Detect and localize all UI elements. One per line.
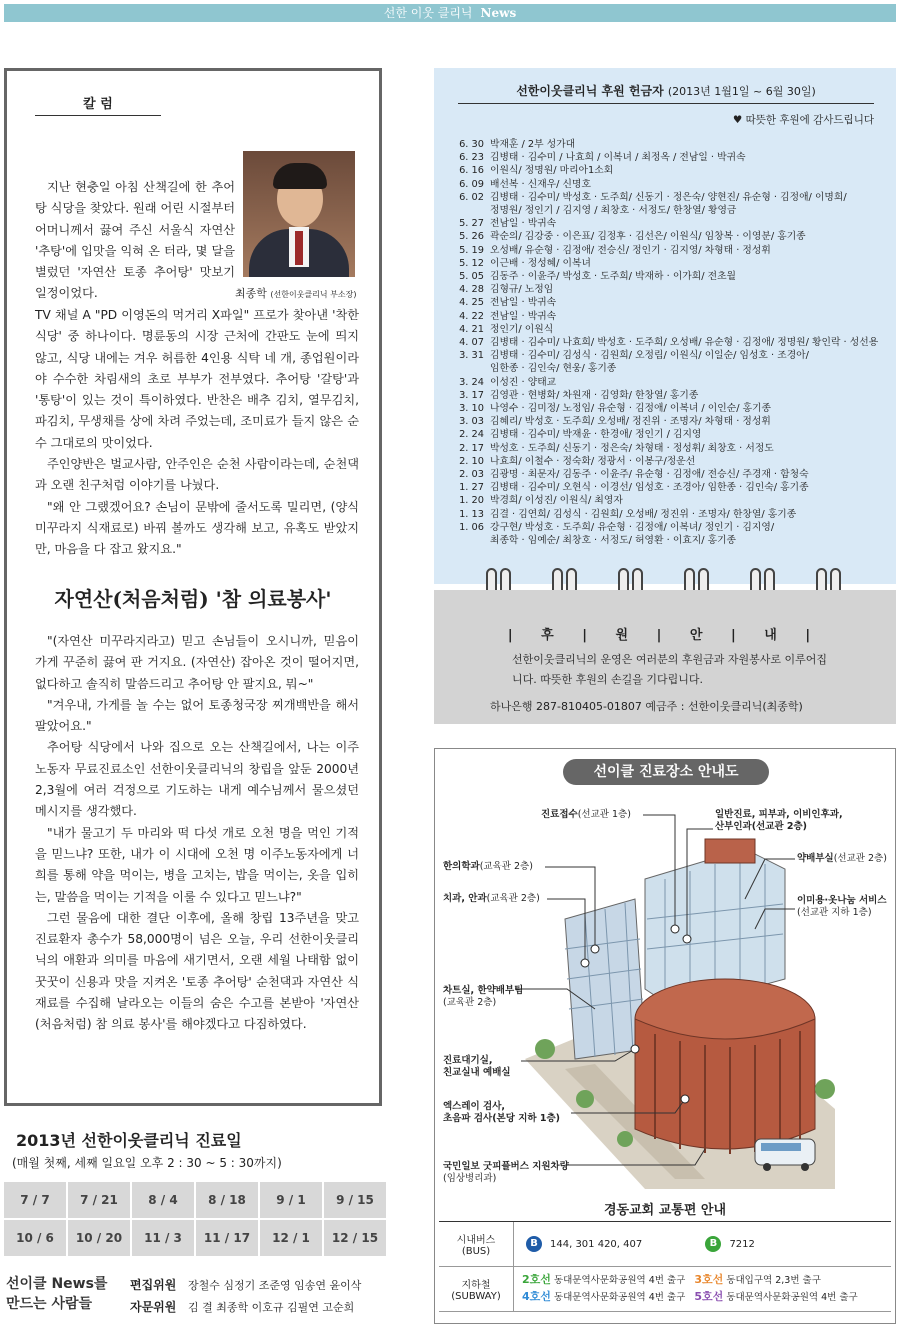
map-box [434, 748, 896, 1324]
donor-names: 임한종 · 김인숙/ 현웅/ 홍기종 [490, 363, 617, 375]
label-name: 약배부실 [797, 853, 834, 864]
donor-row [458, 442, 888, 455]
label-place: 초음파 검사(본당 지하 1층) [443, 1113, 560, 1124]
donor-names: 최종학 · 임예순/ 최창호 · 서정도/ 허영환 · 이효지/ 홍기종 [490, 535, 737, 547]
donor-names: 김병태 · 김수미/ 박성호 · 도주희/ 신동기 · 정은숙/ 양현진/ 유순형 · 김정애/ 이명희/ [490, 191, 847, 203]
schedule-title: 2013년 선한이웃클리닉 진료일 [16, 1131, 242, 1150]
subway-row [439, 1267, 891, 1312]
column-box [4, 68, 382, 1106]
donor-date: 2. 24 [459, 429, 484, 441]
donor-date [458, 534, 484, 547]
line2-text: 동대문역사문화공원역 4번 출구 [553, 1275, 686, 1286]
donor-row [458, 296, 888, 309]
map-label-general [715, 809, 843, 833]
schedule-date: 9 / 1 [260, 1182, 322, 1218]
donor-row [458, 415, 888, 428]
label-place: (선교관 2층) [833, 853, 887, 864]
schedule-date: 12 / 1 [260, 1220, 322, 1256]
staff-title-line: 선이클 News를 [6, 1276, 108, 1292]
label-place: (교육관 2층) [443, 997, 497, 1008]
schedule-date: 8 / 18 [196, 1182, 258, 1218]
schedule-date: 7 / 21 [68, 1182, 130, 1218]
label-place: 친교실내 예배실 [443, 1067, 511, 1078]
donor-title-text: 선한이웃클리닉 후원 헌금자 [516, 84, 664, 98]
staff-title [6, 1274, 116, 1314]
subway-lines [514, 1272, 891, 1306]
column-headline: 자연산(처음처럼) '참 의료봉사' [54, 587, 332, 611]
schedule-date: 8 / 4 [132, 1182, 194, 1218]
label-place: (교육관 2층) [486, 893, 540, 904]
donor-names: 곽순의/ 김강중 · 이은표/ 김정후 · 김선은/ 이원식/ 임창복 · 이영분/ 홍기종 [490, 231, 806, 243]
header-bar [4, 4, 896, 22]
photo-caption [235, 285, 356, 301]
donor-names: 이성진 · 양태교 [490, 376, 557, 388]
map-label-pharmacy [797, 853, 887, 865]
green-bus-routes: 7212 [729, 1239, 755, 1250]
bus-label [439, 1222, 514, 1266]
donor-names: 오성배/ 유순형 · 김정애/ 전승신/ 정인기 · 김지영/ 차형태 · 정성휘 [490, 244, 771, 256]
label-place: (교육관 2층) [479, 861, 533, 872]
schedule-subtitle: (매월 첫째, 세째 일요일 오후 2 : 30 ~ 5 : 30까지) [12, 1156, 282, 1170]
donor-period: (2013년 1월1일 ~ 6월 30일) [667, 85, 816, 98]
donor-names: 이근배 · 정성혜/ 이복녀 [490, 257, 591, 269]
line2-badge: 2호선 [522, 1273, 551, 1286]
schedule-date: 10 / 6 [4, 1220, 66, 1256]
donor-row [458, 389, 888, 402]
map-label-dental [443, 893, 540, 905]
header-title: 선한 이웃 클리닉 [383, 6, 473, 20]
donor-date: 3. 31 [459, 350, 484, 362]
donor-date: 4. 07 [459, 337, 484, 349]
label-name: 이미용·옷나눔 서비스 [797, 895, 887, 906]
map-label-beauty [797, 895, 887, 919]
donor-date: 6. 23 [459, 152, 484, 164]
donor-names: 나영수 · 김미정/ 노정임/ 유순형 · 김정애/ 이복녀 / 이인순/ 홍기종 [490, 403, 772, 415]
editors-label: 편집위원 [130, 1278, 177, 1292]
donor-date: 6. 30 [459, 139, 484, 150]
line3-badge: 3호선 [694, 1273, 724, 1286]
map-label-reception [541, 809, 631, 821]
map-label-bus [443, 1161, 569, 1185]
label-name: 일반진료, 피부과, 이비인후과, [715, 809, 843, 820]
schedule-date: 11 / 3 [132, 1220, 194, 1256]
donor-names: 전남일 · 박귀속 [490, 218, 557, 230]
donor-names: 박성호 · 도주희/ 신동기 · 정은숙/ 차형태 · 정성휘/ 최창호 · 서정도 [490, 442, 774, 454]
map-label-oriental [443, 861, 533, 873]
donor-date: 3. 10 [459, 403, 484, 415]
donor-date: 1. 20 [459, 495, 484, 507]
bus-label-en: (BUS) [461, 1246, 491, 1257]
schedule-date: 10 / 20 [68, 1220, 130, 1256]
donor-date: 4. 22 [459, 310, 484, 322]
donor-row [458, 402, 888, 415]
donor-names: 김병태 · 김수미/ 박재윤 · 한경애/ 정인기 / 김지영 [490, 429, 702, 441]
donor-row [458, 468, 888, 481]
subway-label-ko: 지하철 [461, 1280, 491, 1291]
subway-label-en: (SUBWAY) [451, 1291, 501, 1302]
blue-bus-routes: 144, 301 420, 407 [550, 1239, 643, 1250]
donor-names: 박경희/ 이성진/ 이원식/ 최영자 [490, 495, 623, 507]
map-label-xray [443, 1101, 560, 1125]
donor-names: 전남일 · 박귀속 [490, 310, 557, 322]
donor-names: 정명원/ 정인기 / 김지영 / 최창호 · 서정도/ 한창열/ 황영금 [490, 205, 737, 217]
donor-date: 5. 26 [459, 231, 484, 243]
donor-row [458, 138, 888, 151]
donor-names: 김결 · 김연희/ 김성식 · 김원희/ 오성배/ 정진위 · 조명자/ 한창열/ 홍기종 [490, 508, 797, 520]
donor-row [458, 362, 888, 375]
author-photo [243, 151, 355, 277]
line3-text: 동대입구역 2,3번 출구 [726, 1275, 821, 1286]
para-text: 그런 물음에 대한 결단 이후에, 올해 창립 13주년을 맞고 진료환자 총수가 58,000명이 넘은 오늘, 우리 선한이웃클리닉의 애환과 의미를 마음에 새기면서, 오랜 세월 나태함 없이 꿋꿋이 신용과 맛을 지켜온 '토종 추어탕' 순천댁과 자연산 식재료를 수집해 날라오는 이들의 숨은 수고를 본받아 '자연산 (처음처럼) 참 의료 봉사'를 해야겠다고 다짐하였다. [35, 910, 359, 1032]
para-text: 주인양반은 벌교사람, 안주인은 순천 사람이라는데, 순천댁과 오랜 친구처럼 이야기를 나눴다. [35, 457, 359, 493]
para-text: TV 채널 A "PD 이영돈의 먹거리 X파일" 프로가 찾아낸 '착한 식당' 중 하나이다. 명륜동의 시장 근처에 간판도 눈에 띄지 않고, 식당 내에는 겨우 허름한 4인용 식탁 네 개, 종업원이라야 수수한 차림새의 초로 부부가 전부였다. 추어탕 '갈탕'과 '통탕'이 있는 것이 특이하였다. 반찬은 배추 김치, 열무김치, 파김치, 무생채를 상에 차려 주었는데, 조미료가 들지 않은 순수 그대로의 맛이었다. [35, 308, 359, 450]
para-text: "왜 안 그랬겠어요? 손님이 문밖에 줄서도록 밀리면, (양식 미꾸라지 식재료로) 바꿔 볼까도 생각해 보고, 유혹도 받았지만, 마음을 다 잡고 왔지요." [35, 499, 359, 557]
donor-date: 2. 17 [459, 442, 484, 454]
donor-date: 6. 02 [459, 191, 484, 203]
donor-row [458, 191, 888, 204]
donor-row [458, 310, 888, 323]
donor-box [434, 68, 896, 584]
donor-date: 3. 03 [459, 416, 484, 428]
donor-row [458, 283, 888, 296]
schedule-date: 11 / 17 [196, 1220, 258, 1256]
staff-title-line: 만드는 사람들 [6, 1296, 93, 1312]
schedule-date: 9 / 15 [324, 1182, 386, 1218]
blue-bus-icon: B [526, 1236, 542, 1252]
donor-row [458, 521, 888, 534]
donor-row [458, 270, 888, 283]
donor-names: 김동주 · 이윤주/ 박성호 · 도주희/ 박재하 · 이가희/ 전초월 [490, 271, 737, 283]
donor-date [458, 204, 484, 217]
donor-date: 6. 16 [459, 165, 484, 177]
donor-date: 4. 25 [459, 297, 484, 309]
donor-date: 5. 19 [459, 244, 484, 256]
caption-name: 최종학 [235, 287, 267, 300]
map-label-waiting [443, 1055, 511, 1079]
para-text: 지난 현충일 아침 산책길에 한 추어탕 식당을 찾았다. 원래 어린 시절부터 어머니께서 끓여 주신 서울식 자연산 '추탕'에 입맛을 익혀 온 터라, 몇 달을 별렀던 '자연산 토종 추어탕' 맛보기 일정이었다. [35, 180, 235, 301]
donor-row [458, 508, 888, 521]
editors-row [130, 1276, 361, 1293]
donor-date: 4. 21 [459, 323, 484, 335]
advisors-row [130, 1298, 354, 1315]
donor-date: 5. 12 [459, 257, 484, 269]
para-text: "내가 물고기 두 마리와 떡 다섯 개로 오천 명을 먹인 기적을 믿느냐? 또한, 내가 이 시대에 오천 명 이주노동자에게 너희를 통해 약을 먹이는, 병을 고치는, 밥을 먹이는, 옷을 입히는, 말씀을 먹이는 기적을 이룰 수 있다고 믿느냐?" [35, 825, 359, 904]
donor-row [458, 244, 888, 257]
donor-names: 전남일 · 박귀속 [490, 297, 557, 309]
donor-names: 나효희/ 이철수 · 정숙화/ 정광서 · 이봉구/정운선 [490, 455, 696, 467]
para-text: "겨우내, 가게를 놀 수는 없어 토종청국장 찌개백반을 해서 팔았어요." [35, 697, 359, 734]
subway-label [439, 1267, 514, 1311]
transit-title: 경동교회 교통편 안내 [603, 1203, 727, 1218]
line4-badge: 4호선 [522, 1290, 551, 1303]
column-para-3 [35, 631, 359, 1036]
donor-row [458, 178, 888, 191]
label-place: (임상병리과) [443, 1173, 497, 1184]
label-place: 산부인과(선교관 2층) [715, 821, 808, 832]
donor-names: 정인기/ 이원식 [490, 323, 554, 335]
support-text: 선한이웃클리닉의 운영은 여러분의 후원금과 자원봉사로 이루어집니다. 따뜻한 후원의 손길을 기다립니다. [512, 653, 828, 686]
column-tag: 칼 럼 [35, 93, 161, 116]
column-para-1 [35, 177, 235, 305]
donor-names: 김병태 · 김수미/ 김성식 · 김원희/ 오정림/ 이원식/ 이일순/ 임성호 · 조경아/ [490, 350, 809, 362]
label-name: 진료접수 [541, 809, 578, 820]
donor-row [458, 164, 888, 177]
label-name: 엑스레이 검사, [443, 1101, 505, 1112]
donor-names: 박재훈 / 2부 성가대 [490, 139, 576, 150]
label-name: 차트실, 한약배부팀 [443, 985, 524, 996]
label-name: 치과, 안과 [443, 893, 487, 904]
label-name: 국민일보 굿피플버스 지원차량 [443, 1161, 569, 1172]
caption-role: (선한이웃클리닉 부소장) [270, 290, 357, 299]
donor-row [458, 455, 888, 468]
donor-row [458, 336, 888, 349]
donor-date: 1. 13 [459, 508, 484, 520]
donor-row [458, 257, 888, 270]
line5-text: 동대문역사문화공원역 4번 출구 [726, 1292, 858, 1303]
donor-date: 5. 27 [459, 218, 484, 230]
donor-row [458, 323, 888, 336]
label-place: (선교관 1층) [577, 809, 631, 820]
green-bus-icon: B [705, 1236, 721, 1252]
label-place: (선교관 지하 1층) [797, 907, 872, 918]
donor-row [458, 217, 888, 230]
donor-date: 3. 24 [459, 376, 484, 388]
label-name: 한의학과 [443, 861, 480, 872]
advisors-names: 김 결 최종학 이호규 김필연 고순희 [188, 1301, 355, 1314]
schedule-date: 7 / 7 [4, 1182, 66, 1218]
transit-table [439, 1221, 891, 1312]
donor-names: 김병태 · 김수미/ 나효희/ 박성호 · 도주희/ 오성배/ 유순형 · 김정애/ 정명원/ 황인락 · 성선용 [490, 337, 879, 349]
donor-row [458, 204, 888, 217]
donor-date: 6. 09 [459, 178, 484, 190]
donor-date [458, 362, 484, 375]
donor-names: 김병태 · 김수미/ 오현식 · 이경선/ 임성호 · 조경아/ 임한종 · 김인숙/ 홍기종 [490, 482, 809, 494]
donor-date: 4. 28 [459, 284, 484, 296]
support-box [434, 590, 896, 724]
donor-names: 김병태 · 김수미 / 나효희 / 이복녀 / 최정옥 / 전남일 · 박귀속 [490, 152, 746, 164]
donor-row [458, 230, 888, 243]
support-heading: | 후 | 원 | 안 | 내 | [507, 628, 823, 643]
donor-names: 김광명 · 최문자/ 김동주 · 이윤주/ 유순형 · 김정애/ 전승신/ 주경재 · 함청숙 [490, 469, 809, 481]
schedule-date: 12 / 15 [324, 1220, 386, 1256]
map-title: 선이클 진료장소 안내도 [563, 759, 769, 785]
donor-row [458, 428, 888, 441]
line5-badge: 5호선 [694, 1290, 724, 1303]
donor-names: 이원식/ 정명원/ 마리아1소회 [490, 165, 614, 177]
donor-date: 2. 10 [459, 455, 484, 467]
donor-date: 3. 17 [459, 389, 484, 401]
donor-row [458, 481, 888, 494]
donor-date: 5. 05 [459, 271, 484, 283]
donor-row [458, 349, 888, 362]
donor-row [458, 494, 888, 507]
staff-credits [4, 1270, 386, 1320]
donor-row [458, 376, 888, 389]
donor-names: 강구현/ 박성호 · 도주희/ 유순형 · 김정애/ 이복녀/ 정인기 · 김지영/ [490, 521, 775, 533]
donor-names: 배선복 · 신재우/ 신명호 [490, 178, 591, 190]
donor-date: 1. 06 [459, 521, 484, 533]
donor-names: 김형규/ 노정임 [490, 284, 554, 296]
donor-date: 1. 27 [459, 482, 484, 494]
para-text: 추어탕 식당에서 나와 집으로 오는 산책길에서, 나는 이주노동자 무료진료소인 선한이웃클리닉의 창립을 앞둔 2000년 2,3월에 여러 걱정으로 기도하는 내게 예수님께서 물으셨던 메시지를 생각했다. [35, 740, 359, 819]
advisors-label: 자문위원 [130, 1300, 177, 1314]
donor-row [458, 534, 888, 547]
bus-label-ko: 시내버스 [456, 1235, 496, 1246]
schedule-grid [4, 1182, 386, 1256]
donor-names: 김혜리/ 박성호 · 도주희/ 오성배/ 정진위 · 조명자/ 차형태 · 정성휘 [490, 416, 771, 428]
editors-names: 장철수 심정기 조준영 임송연 윤이삭 [188, 1279, 362, 1292]
header-section: News [480, 6, 517, 20]
bus-routes [514, 1236, 891, 1252]
donor-list [458, 138, 888, 547]
line4-text: 동대문역사문화공원역 4번 출구 [553, 1292, 686, 1303]
column-para-2 [35, 305, 359, 561]
label-name: 진료대기실, [443, 1055, 493, 1066]
donor-date: 2. 03 [459, 469, 484, 481]
donor-row [458, 151, 888, 164]
para-text: "(자연산 미꾸라지라고) 믿고 손님들이 오시니까, 믿음이 가게 꾸준히 끓여 판 거지요. (자연산) 잡아온 것이 떨어지면, 없다하고 솔직히 말씀드리고 추어탕 안 팔지요, 뭐~" [35, 634, 359, 691]
bus-row [439, 1222, 891, 1267]
map-label-chart [443, 985, 523, 1009]
thanks-note: ♥ 따뜻한 후원에 감사드립니다 [732, 114, 874, 126]
donor-title [458, 82, 874, 104]
bank-account: 하나은행 287-810405-01807 예금주 : 선한이웃클리닉(최종학) [490, 700, 803, 713]
donor-names: 김영관 · 현병화/ 차원재 · 김영화/ 한창열/ 홍기종 [490, 389, 699, 401]
